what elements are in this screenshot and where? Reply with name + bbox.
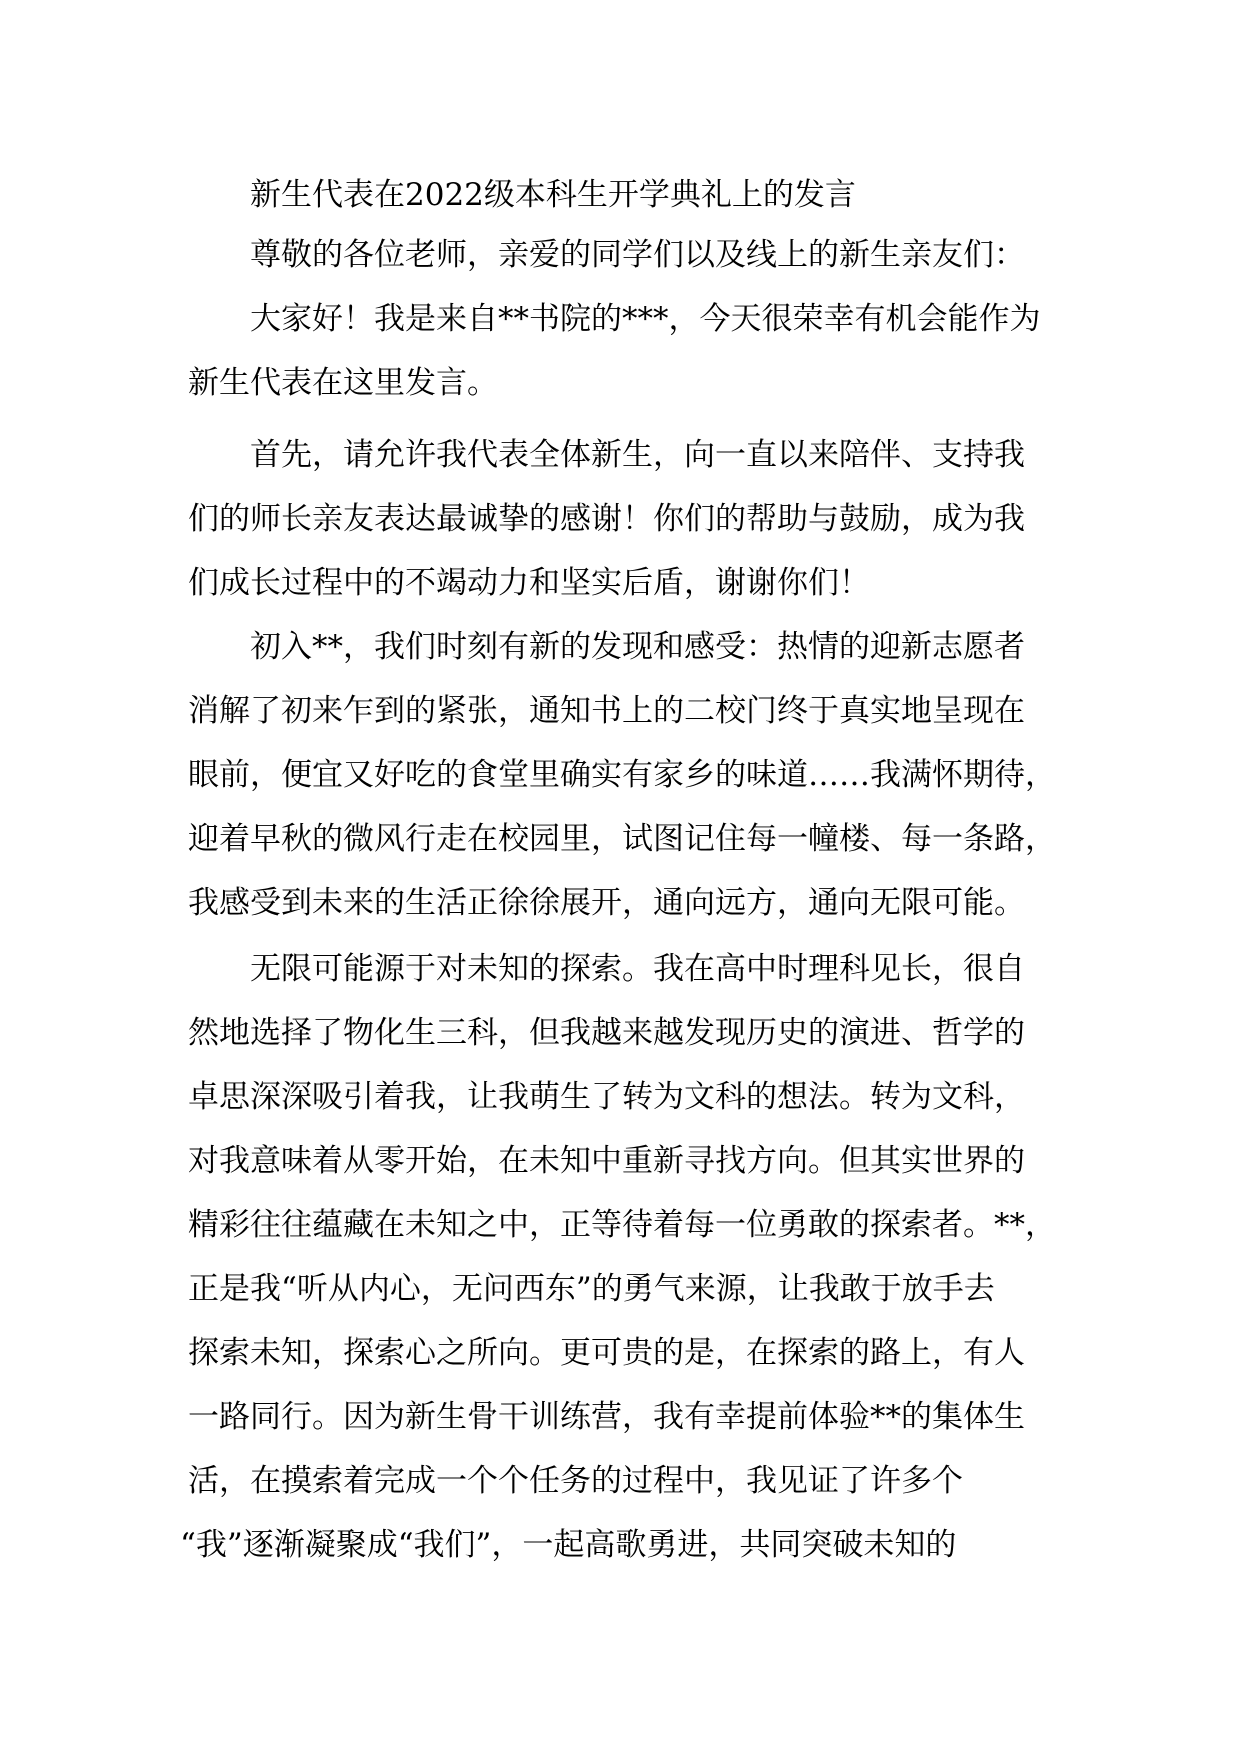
paragraph-line: 们的师长亲友表达最诚挚的感谢！你们的帮助与鼓励，成为我 (188, 501, 1025, 537)
paragraph-line: 卓思深深吸引着我，让我萌生了转为文科的想法。转为文科， (188, 1079, 1025, 1115)
paragraph-line: 一路同行。因为新生骨干训练营，我有幸提前体验**的集体生 (188, 1399, 1025, 1435)
salutation: 尊敬的各位老师，亲爱的同学们以及线上的新生亲友们： (250, 237, 1025, 273)
paragraph-line: 新生代表在这里发言。 (188, 365, 498, 401)
paragraph-line: 然地选择了物化生三科，但我越来越发现历史的演进、哲学的 (188, 1015, 1025, 1051)
paragraph-line: 精彩往往蕴藏在未知之中，正等待着每一位勇敢的探索者。**， (188, 1207, 1056, 1243)
paragraph-line: 活，在摸索着完成一个个任务的过程中，我见证了许多个 (188, 1463, 963, 1499)
paragraph-line: 首先，请允许我代表全体新生，向一直以来陪伴、支持我 (250, 437, 1025, 473)
paragraph-line: 对我意味着从零开始，在未知中重新寻找方向。但其实世界的 (188, 1143, 1025, 1179)
paragraph-line: 无限可能源于对未知的探索。我在高中时理科见长，很自 (250, 951, 1025, 987)
paragraph-line: 们成长过程中的不竭动力和坚实后盾，谢谢你们！ (188, 565, 870, 601)
paragraph-line: 正是我“听从内心，无问西东”的勇气来源，让我敢于放手去 (188, 1271, 995, 1307)
paragraph-line: 迎着早秋的微风行走在校园里，试图记住每一幢楼、每一条路， (188, 821, 1056, 857)
paragraph-line: 我感受到未来的生活正徐徐展开，通向远方，通向无限可能。 (188, 885, 1025, 921)
paragraph-line: 大家好！我是来自**书院的***，今天很荣幸有机会能作为 (250, 301, 1041, 337)
paragraph-line: “我”逐渐凝聚成“我们”，一起高歌勇进，共同突破未知的 (180, 1527, 957, 1563)
document-title: 新生代表在2022级本科生开学典礼上的发言 (250, 177, 856, 213)
paragraph-line: 眼前，便宜又好吃的食堂里确实有家乡的味道……我满怀期待， (188, 757, 1056, 793)
paragraph-line: 消解了初来乍到的紧张，通知书上的二校门终于真实地呈现在 (188, 693, 1025, 729)
paragraph-line: 初入**，我们时刻有新的发现和感受：热情的迎新志愿者 (250, 629, 1025, 665)
paragraph-line: 探索未知，探索心之所向。更可贵的是，在探索的路上，有人 (188, 1335, 1025, 1371)
